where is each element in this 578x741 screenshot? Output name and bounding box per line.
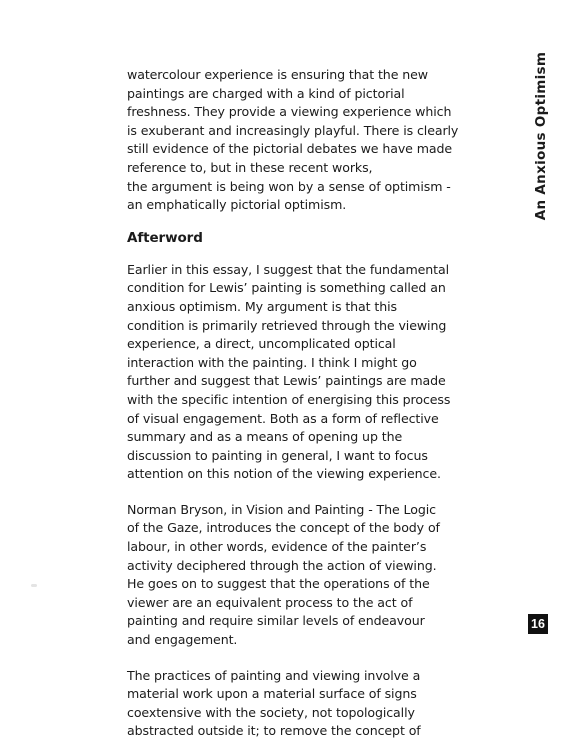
text-line: freshness. They provide a viewing experience which	[127, 104, 452, 120]
paragraph-4	[127, 667, 421, 741]
spacer	[127, 484, 417, 501]
text-line: activity deciphered through the action of viewing.	[127, 557, 437, 573]
text-line: of the Gaze, introduces the concept of the body of	[127, 520, 440, 536]
running-title	[530, 51, 552, 221]
spacer	[127, 248, 417, 261]
text-line: He goes on to suggest that the operations of the	[127, 576, 430, 592]
text-line: anxious optimism. My argument is that this	[127, 298, 397, 314]
text-line: viewer are an equivalent process to the act of	[127, 594, 413, 610]
text-line: The practices of painting and viewing involve a	[127, 667, 421, 683]
text-line: painting and require similar levels of endeavour	[127, 613, 425, 629]
text-line: the argument is being won by a sense of optimism -	[127, 178, 451, 194]
text-line: paintings are charged with a kind of pictorial	[127, 85, 405, 101]
text-line: summary and as a means of opening up the	[127, 429, 403, 445]
text-line: interaction with the painting. I think I might go	[127, 354, 417, 370]
text-line: Norman Bryson, in Vision and Painting - The Logic	[127, 501, 436, 517]
running-title-text: An Anxious Optimism	[533, 51, 549, 221]
text-line: abstracted outside it; to remove the concept of	[127, 723, 421, 739]
text-line: further and suggest that Lewis’ paintings are made	[127, 373, 446, 389]
text-line: and engagement.	[127, 632, 238, 648]
text-line: condition for Lewis’ painting is something called an	[127, 280, 446, 296]
text-line: coextensive with the society, not topologically	[127, 704, 415, 720]
text-line: Earlier in this essay, I suggest that the fundamental	[127, 261, 450, 277]
text-line: experience, a direct, uncomplicated optical	[127, 336, 396, 352]
text-line: attention on this notion of the viewing experience.	[127, 466, 441, 482]
text-line: of visual engagement. Both as a form of reflective	[127, 410, 439, 426]
text-line: labour, in other words, evidence of the painter’s	[127, 539, 427, 555]
paper-speck	[31, 584, 37, 587]
text-line: watercolour experience is ensuring that the new	[127, 67, 428, 82]
text-line: discussion to painting in general, I want to focus	[127, 447, 428, 463]
text-line: condition is primarily retrieved through the viewing	[127, 317, 447, 333]
page-number: 16	[528, 614, 548, 634]
text-line: reference to, but in these recent works,	[127, 159, 373, 175]
text-line: still evidence of the pictorial debates we have made	[127, 141, 453, 157]
paragraph-3	[127, 501, 440, 650]
paragraph-1	[127, 66, 459, 215]
paragraph-2	[127, 261, 451, 484]
text-line: with the specific intention of energising this process	[127, 391, 451, 407]
text-column	[127, 66, 459, 741]
spacer	[127, 215, 417, 228]
text-line: is exuberant and increasingly playful. There is clearly	[127, 122, 459, 138]
spacer	[127, 650, 417, 667]
section-heading: Afterword	[127, 229, 203, 246]
text-line: material work upon a material surface of signs	[127, 686, 417, 702]
text-line: an emphatically pictorial optimism.	[127, 197, 347, 213]
